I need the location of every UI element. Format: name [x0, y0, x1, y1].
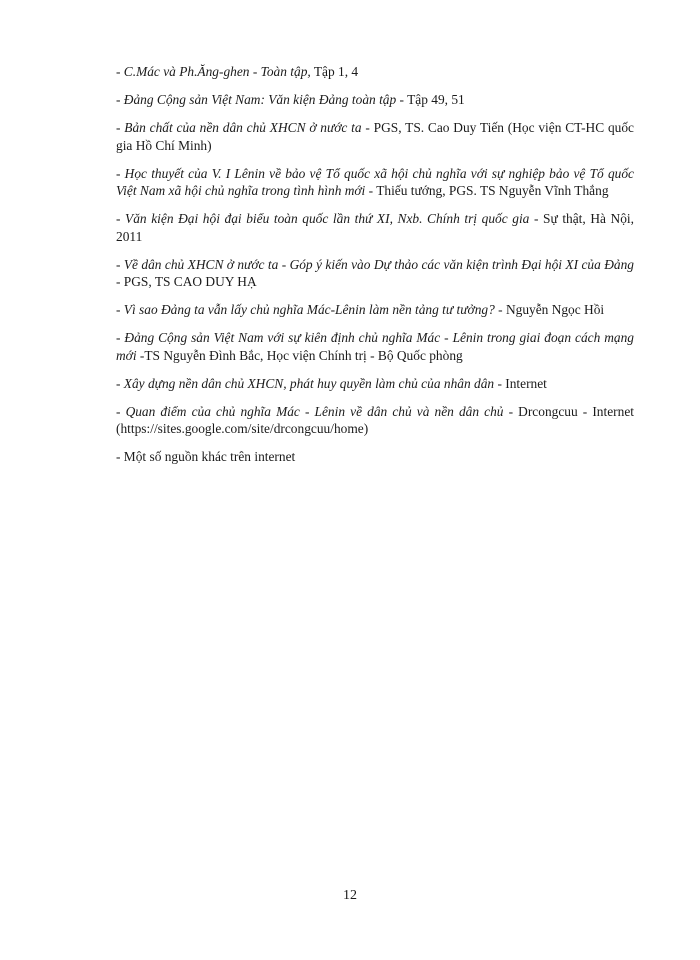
- reference-item: [116, 329, 634, 364]
- page-number: 12: [343, 888, 357, 903]
- reference-item: [116, 165, 634, 200]
- reference-details: - PGS, TS CAO DUY HẠ: [116, 274, 257, 289]
- reference-title: - Học thuyết của V. I Lênin về bảo vệ Tổ quốc xã hội chủ nghĩa với sự nghiệp bảo vệ Tổ quốc Việt Nam xã hội chủ nghĩa trong tình hình mới: [116, 165, 634, 198]
- reference-item: [116, 403, 634, 438]
- reference-details: - Một số nguồn khác trên internet: [116, 449, 296, 464]
- reference-details: - Internet: [494, 375, 547, 391]
- reference-item: [116, 448, 634, 466]
- reference-details: - Tập 49, 51: [396, 92, 465, 107]
- reference-details: - PGS, TS. Cao Duy Tiến (Học viện CT-HC quốc gia Hồ Chí Minh): [116, 120, 634, 153]
- reference-item: [116, 91, 634, 109]
- reference-title: - Xây dựng nền dân chủ XHCN, phát huy quyền làm chủ của nhân dân: [116, 375, 495, 391]
- reference-title: - Đảng Cộng sản Việt Nam: Văn kiện Đảng toàn tập: [116, 92, 397, 107]
- reference-title: - Vì sao Đảng ta vẫn lấy chủ nghĩa Mác-Lênin làm nền tảng tư tưởng?: [116, 302, 495, 317]
- reference-item: [116, 63, 634, 81]
- reference-details: - Nguyễn Ngọc Hồi: [494, 302, 605, 317]
- reference-item: [116, 210, 634, 245]
- reference-title: - Về dân chủ XHCN ở nước ta - Góp ý kiến vào Dự thảo các văn kiện trình Đại hội XI của Đảng: [116, 256, 634, 272]
- reference-details: - Thiếu tướng, PGS. TS Nguyễn Vĩnh Thắng: [365, 183, 609, 198]
- reference-details: -TS Nguyễn Đình Bắc, Học viện Chính trị - Bộ Quốc phòng: [136, 347, 463, 363]
- reference-item: [116, 119, 634, 154]
- reference-title: - Đảng Cộng sản Việt Nam với sự kiên định chủ nghĩa Mác - Lênin trong giai đoạn cách mạng mới: [116, 330, 634, 363]
- reference-item: [116, 256, 634, 291]
- reference-list: [116, 63, 634, 476]
- reference-title: - C.Mác và Ph.Ăng-ghen - Toàn tập,: [116, 64, 311, 79]
- reference-title: - Văn kiện Đại hội đại biểu toàn quốc lần thứ XI, Nxb. Chính trị quốc gia: [116, 211, 530, 226]
- reference-title: - Quan điểm của chủ nghĩa Mác - Lênin về dân chủ và nền dân chủ: [116, 403, 504, 419]
- reference-details: - Drcongcuu - Internet (https://sites.google.com/site/drcongcuu/home): [116, 403, 634, 436]
- reference-title: - Bản chất của nền dân chủ XHCN ở nước ta: [116, 120, 362, 135]
- reference-item: [116, 375, 634, 393]
- reference-details: Tập 1, 4: [310, 64, 359, 79]
- reference-details: - Sự thật, Hà Nội, 2011: [116, 211, 634, 244]
- reference-item: [116, 301, 634, 319]
